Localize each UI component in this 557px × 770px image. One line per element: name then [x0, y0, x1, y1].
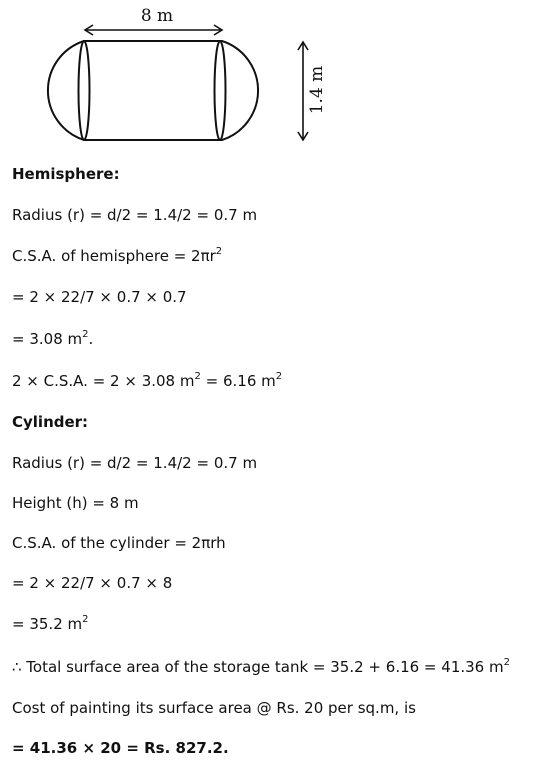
cost-statement: Cost of painting its surface area @ Rs. 20 per sq.m, is: [12, 699, 416, 717]
cylinder-step-2-text: = 35.2 m: [12, 615, 83, 633]
cylinder-heading: Cylinder:: [12, 413, 89, 431]
hemisphere-step-2-end: .: [88, 330, 94, 348]
length-arrow: [85, 25, 222, 35]
superscript: 2: [194, 371, 201, 382]
cylinder-height: Height (h) = 8 m: [12, 494, 139, 512]
total-surface-area-text: ∴ Total surface area of the storage tank = 35.2 + 6.16 = 41.36 m: [12, 658, 504, 676]
cylinder-radius: Radius (r) = d/2 = 1.4/2 = 0.7 m: [12, 454, 258, 472]
cylinder-step-1: = 2 × 22/7 × 0.7 × 8: [12, 574, 173, 592]
cylinder-csa-formula: C.S.A. of the cylinder = 2πrh: [12, 534, 226, 552]
right-junction-ellipse: [215, 41, 226, 140]
hemisphere-csa-formula: [12, 246, 222, 266]
left-junction-ellipse: [79, 41, 90, 140]
total-surface-area: [12, 657, 510, 677]
diameter-label: 1.4 m: [307, 65, 327, 115]
hemisphere-step-2: [12, 329, 93, 349]
hemisphere-csa-text: C.S.A. of hemisphere = 2πr: [12, 247, 216, 265]
final-answer: = 41.36 × 20 = Rs. 827.2.: [12, 739, 229, 757]
superscript: 2: [275, 371, 283, 382]
double-csa-part-a: 2 × C.S.A. = 2 × 3.08 m: [12, 372, 195, 390]
double-csa-part-b: = 6.16 m: [200, 372, 276, 390]
storage-tank-diagram: [0, 0, 557, 160]
superscript: 2: [82, 329, 89, 340]
hemisphere-step-2-text: = 3.08 m: [12, 330, 83, 348]
length-label: 8 m: [140, 6, 174, 26]
hemisphere-double-csa: [12, 371, 282, 391]
superscript: 2: [215, 246, 223, 257]
hemisphere-radius: Radius (r) = d/2 = 1.4/2 = 0.7 m: [12, 206, 258, 224]
hemisphere-step-1: = 2 × 22/7 × 0.7 × 0.7: [12, 288, 187, 306]
superscript: 2: [503, 657, 510, 668]
hemisphere-heading: Hemisphere:: [12, 165, 120, 183]
cylinder-step-2: [12, 614, 89, 634]
superscript: 2: [82, 614, 89, 625]
